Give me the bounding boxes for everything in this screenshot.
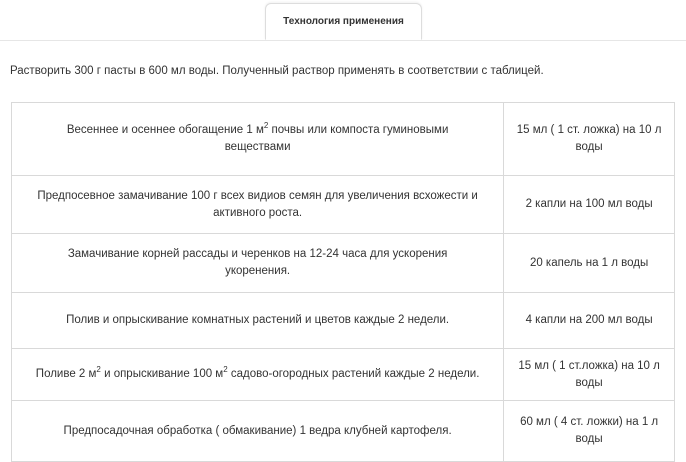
instructions-text: Растворить 300 г пасты в 600 мл воды. Полученный раствор применять в соответствии с таблицей. (10, 65, 544, 77)
dose-cell: 20 капель на 1 л воды (504, 234, 675, 293)
procedure-cell: Предпосевное замачивание 100 г всех видиов семян для увеличения всхожести и активного роста. (12, 176, 504, 234)
dose-cell: 2 капли на 100 мл воды (504, 176, 675, 234)
procedure-cell: Предпосадочная обработка ( обмакивание) 1 ведра клубней картофеля. (12, 401, 504, 462)
table-row (12, 176, 675, 234)
usage-table (11, 102, 675, 462)
tab-label: Технология применения (283, 16, 404, 27)
procedure-cell: Замачивание корней рассады и черенков на 12-24 часа для ускорения укоренения. (12, 234, 504, 293)
dose-cell: 4 капли на 200 мл воды (504, 293, 675, 349)
procedure-cell: Полив и опрыскивание комнатных растений и цветов каждые 2 недели. (12, 293, 504, 349)
procedure-cell: Весеннее и осеннее обогащение 1 $м^2$ почвы или компоста гуминовыми веществами (12, 103, 504, 176)
table-row (12, 234, 675, 293)
dose-cell: 15 мл ( 1 ст.ложка) на 10 л воды (504, 349, 675, 401)
dose-cell: 60 мл ( 4 ст. ложки) на 1 л воды (504, 401, 675, 462)
table-row (12, 349, 675, 401)
tab-bar-divider (0, 40, 686, 41)
dose-cell: 15 мл ( 1 ст. ложка) на 10 л воды (504, 103, 675, 176)
table-row (12, 401, 675, 462)
tab-application-technology[interactable] (265, 3, 422, 40)
table-row (12, 103, 675, 176)
procedure-cell: Поливе 2 $м^2$ и опрыскивание 100 $м^2$ садово-огородных растений каждые 2 недели. (12, 349, 504, 401)
table-row (12, 293, 675, 349)
